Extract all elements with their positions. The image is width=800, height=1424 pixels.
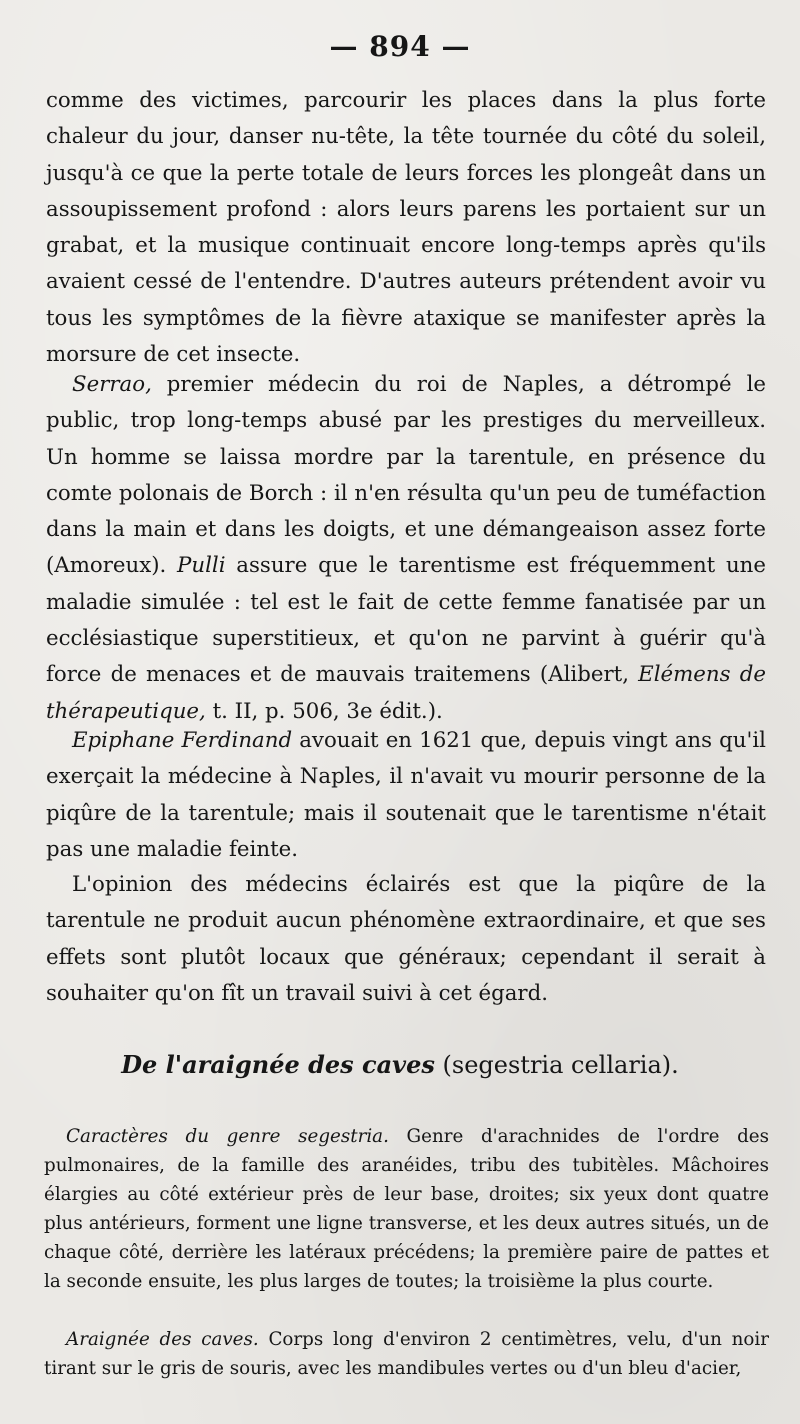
section-heading-plain: (segestria cellaria). [434,1051,679,1079]
description-text [44,1325,769,1383]
text-run: avouait en 1621 que, depuis vingt ans qu'il exerçait la médecine à Naples, il n'avait vu mourir personne de la piqûre de la tarentule; mais il soutenait que le tarentisme n'était pas une maladie feinte. [46,728,766,862]
paragraph [44,1122,769,1296]
paragraph [46,867,766,1012]
text-run: premier médecin du roi de Naples, a détrompé le public, trop long-temps abusé par les prestiges du merveilleux. Un homme se laissa mordre par la tarentule, en présence du comte polonais de Borch : il n'en résulta qu'un peu de tuméfaction dans la main et dans les doigts, et une démangeaison assez forte (Amoreux). [46,372,766,579]
main-text [46,723,766,868]
main-text [46,83,766,373]
page-number: — 894 — [329,30,471,63]
paragraph [46,367,766,730]
author-name: Epiphane Ferdinand [72,728,293,753]
main-text [46,867,766,1012]
text-run: Genre d'arachnides de l'ordre des pulmonaires, de la famille des aranéides, tribu des tubitèles. Mâchoires élargies au côté extérieur près de leur base, droites; six yeux dont quatre plus antérieurs, forment une ligne transverse, et les deux autres situés, un de chaque côté, derrière les latéraux précédens; la première paire de pattes et la seconde ensuite, les plus larges de toutes; la troisième la plus courte. [44,1126,769,1292]
author-name: Serrao, [72,372,152,397]
term: Caractères du genre segestria. [66,1126,389,1147]
description-text [44,1122,769,1296]
text-run: t. II, p. 506, 3e édit.). [205,698,443,724]
main-text [46,367,766,730]
paragraph [46,723,766,868]
paragraph [44,1325,769,1383]
text-run: Corps long d'environ 2 centimètres, velu, d'un noir tirant sur le gris de souris, avec les mandibules vertes ou d'un bleu d'acier, [44,1329,769,1379]
text-run: L'opinion des médecins éclairés est que la piqûre de la tarentule ne produit aucun phénomène extraordinaire, et que ses effets sont plutôt locaux que généraux; cependant il serait à souhaiter qu'on fît un travail suivi à cet égard. [46,872,766,1006]
text-run: comme des victimes, parcourir les places dans la plus forte chaleur du jour, danser nu-tête, la tête tournée du côté du soleil, jusqu'à ce que la perte totale de leurs forces les plongeât dans un assoupissement profond : alors leurs parens les portaient sur un grabat, et la musique continuait encore long-temps après qu'ils avaient cessé de l'entendre. D'autres auteurs prétendent avoir vu tous les symptômes de la fièvre ataxique se manifester après la morsure de cet insecte. [46,88,766,368]
term: Araignée des caves. [66,1329,259,1350]
book-title: Elémens de thérapeutique, [46,662,766,724]
paragraph [46,83,766,373]
section-heading [0,1050,800,1079]
author-name: Pulli [177,553,226,579]
section-heading-italic: De l'araignée des caves [121,1050,435,1079]
text-run: assure que le tarentisme est fréquemment une maladie simulée : tel est le fait de cette femme fanatisée par un ecclésiastique superstitieux, et qu'on ne parvint à guérir qu'à force de menaces et de mauvais traitemens (Alibert, [46,553,766,688]
